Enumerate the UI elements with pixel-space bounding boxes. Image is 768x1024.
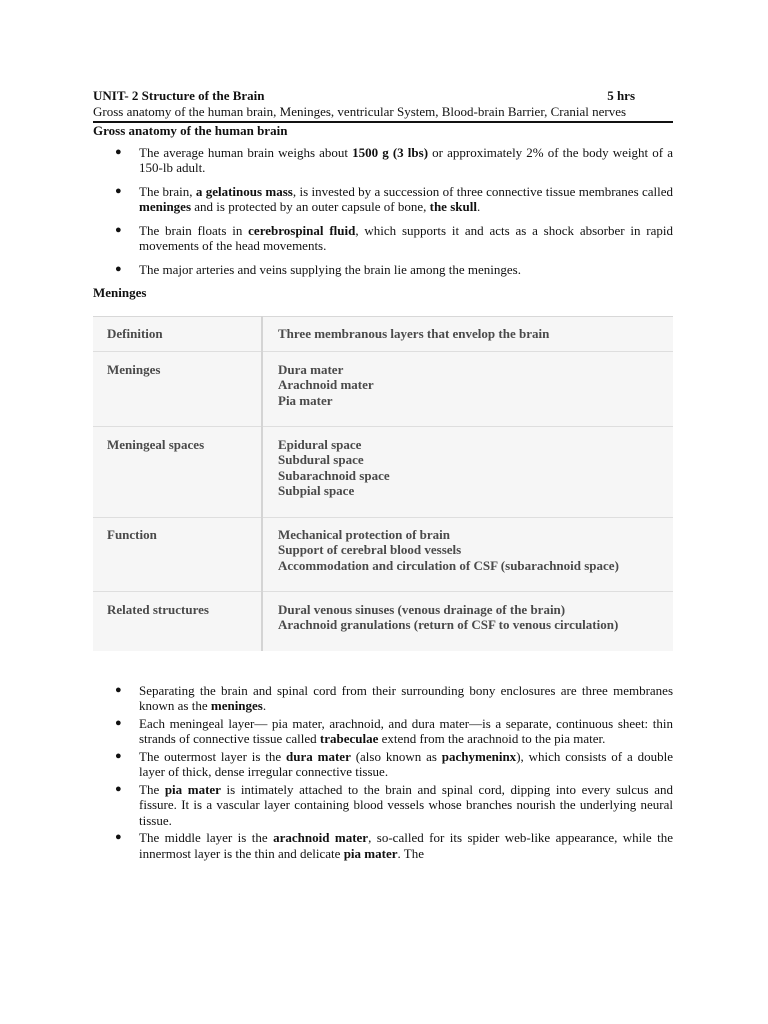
section-heading-meninges: Meninges	[93, 285, 147, 300]
list-item: ● The major arteries and veins supplying the brain lie among the meninges.	[115, 261, 521, 277]
list-item: ● The middle layer is the arachnoid mater, so-called for its spider web-like appearance, while the innermost layer is the thin and delicate pia mater. The	[115, 830, 674, 861]
row-label: Meninges	[93, 351, 262, 426]
row-value: Mechanical protection of brain Support of cerebral blood vessels Accommodation and circulation of CSF (subarachnoid space)	[262, 517, 673, 591]
row-label: Related structures	[93, 591, 262, 651]
table-row	[93, 351, 673, 426]
row-label: Function	[93, 517, 262, 591]
unit-header	[93, 88, 673, 104]
row-value: Epidural space Subdural space Subarachnoid space Subpial space	[262, 426, 673, 517]
bullet-icon: ●	[115, 831, 122, 843]
bullet-icon: ●	[115, 782, 122, 795]
meninges-list	[93, 683, 673, 862]
list-item: ● Each meningeal layer— pia mater, arachnoid, and dura mater—is a separate, continuous sheet: thin strands of connective tissue called trabeculae extend from the arachnoid to the pia mater.	[115, 715, 673, 746]
list-item: ● Separating the brain and spinal cord from their surrounding bony enclosures are three membranes known as the meninges.	[115, 682, 673, 713]
list-item: ● The average human brain weighs about 1500 g (3 lbs) or approximately 2% of the body weight of a 150-lb adult.	[115, 144, 673, 175]
bullet-icon: ●	[115, 716, 122, 729]
section-heading-gross-anatomy: Gross anatomy of the human brain	[93, 123, 288, 138]
table-row	[93, 517, 673, 591]
table-row	[93, 591, 673, 651]
row-label: Definition	[93, 316, 262, 351]
row-value: Dural venous sinuses (venous drainage of the brain) Arachnoid granulations (return of CSF to venous circulation)	[262, 591, 673, 651]
meninges-table	[93, 316, 673, 651]
unit-title: UNIT- 2 Structure of the Brain	[93, 88, 265, 103]
bullet-icon: ●	[115, 145, 122, 158]
bullet-icon: ●	[115, 262, 122, 275]
unit-topics: Gross anatomy of the human brain, Meninges, ventricular System, Blood-brain Barrier, Cranial nerves	[93, 103, 627, 119]
table-row	[93, 316, 673, 351]
unit-hours: 5 hrs	[607, 88, 635, 103]
list-item: ● The brain floats in cerebrospinal fluid, which supports it and acts as a shock absorber in rapid movements of the head movements.	[115, 222, 674, 253]
bullet-icon: ●	[115, 223, 122, 236]
bullet-icon: ●	[115, 683, 122, 696]
list-item: ● The pia mater is intimately attached to the brain and spinal cord, dipping into every sulcus and fissure. It is a vascular layer containing blood vessels whose branches nourish the underlying neural tissue.	[115, 781, 673, 828]
row-value: Three membranous layers that envelop the brain	[262, 316, 673, 351]
bullet-icon: ●	[115, 184, 122, 197]
row-label: Meningeal spaces	[93, 426, 262, 517]
row-value: Dura mater Arachnoid mater Pia mater	[262, 351, 673, 426]
bullet-icon: ●	[115, 749, 122, 762]
gross-anatomy-list	[93, 145, 673, 278]
list-item: ● The brain, a gelatinous mass, is invested by a succession of three connective tissue membranes called meninges and is protected by an outer capsule of bone, the skull.	[115, 183, 674, 214]
table-row	[93, 426, 673, 517]
list-item: ● The outermost layer is the dura mater (also known as pachymeninx), which consists of a double layer of thick, dense irregular connective tissue.	[115, 748, 673, 779]
document-page	[93, 88, 673, 863]
